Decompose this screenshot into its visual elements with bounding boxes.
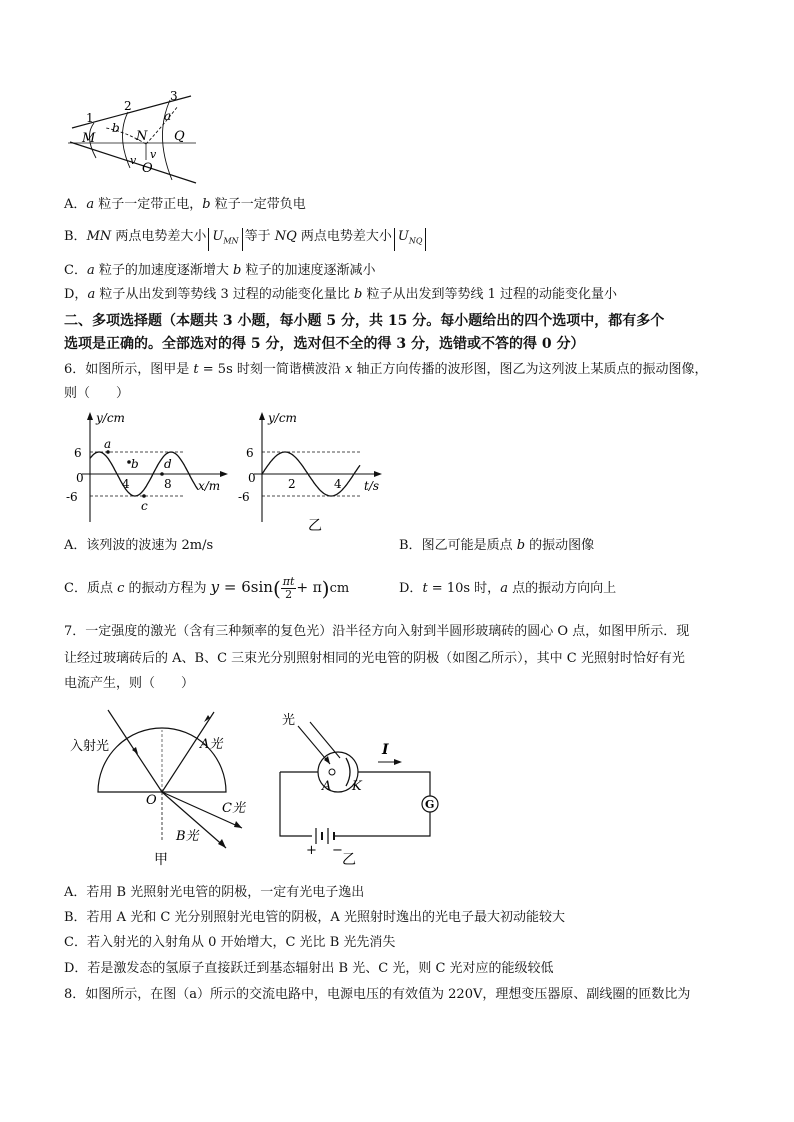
q7-cathode-label: K (352, 779, 362, 794)
q5-umn: $U_{MN}$ (208, 228, 242, 251)
q5-label-1: 1 (86, 111, 94, 125)
q7-stem-line3: 电流产生，则（ ） (64, 676, 195, 691)
q7-c-light-label: C光 (222, 801, 245, 816)
q6-g1-xtick-4: 4 (122, 477, 130, 491)
section2-heading-line1: 二、多项选择题（本题共 3 小题，每小题 5 分，共 15 分。每小题给出的四个选项中，都有多个 (64, 313, 665, 329)
q6-g1-ylabel: y/cm (96, 411, 125, 425)
q6-option-b[interactable]: B．图乙可能是质点 b 的振动图像 (399, 538, 595, 553)
q6-g2-ypos: 6 (246, 446, 254, 460)
q5-point-b: b (112, 121, 120, 135)
q8-stem-line1: 8．如图所示，在图（a）所示的交流电路中，电源电压的有效值为 220V，理想变压器原、副线圈的匝数比为 (64, 987, 691, 1002)
q5-option-d[interactable]: D，a 粒子从出发到等势线 3 过程的动能变化量比 b 粒子从出发到等势线 1 过程的动能变化量小 (64, 287, 618, 302)
q5-point-a: a (164, 109, 172, 123)
q6-g1-xtick-8: 8 (164, 477, 172, 491)
q6-g2-ylabel: y/cm (268, 411, 297, 425)
q7-minus-label: − (332, 843, 343, 858)
q6-stem-line1: 6．如图所示，图甲是 t = 5s 时刻一简谐横波沿 x 轴正方向传播的波形图，图乙为这列波上某质点的振动图像， (64, 362, 708, 377)
q6-option-d[interactable]: D．t = 10s 时，a 点的振动方向向上 (399, 581, 617, 596)
q6-stem-line2: 则（ ） (64, 386, 130, 401)
q5-label-2: 2 (124, 99, 132, 113)
q5-option-b[interactable]: B．MN 两点电势差大小 $U_{MN}$ 等于 NQ 两点电势差大小 $U_{NQ}$ (64, 228, 428, 251)
q7-option-c[interactable]: C．若入射光的入射角从 0 开始增大，C 光比 B 光先消失 (64, 935, 396, 950)
q6-wave-graph (64, 410, 234, 530)
q5-label-3: 3 (170, 89, 178, 103)
q6-g2-yneg: -6 (238, 490, 250, 504)
q6-option-a[interactable]: A．该列波的波速为 2m/s (64, 538, 214, 553)
q7-option-d[interactable]: D．若是激发态的氢原子直接跃迁到基态辐射出 B 光、C 光，则 C 光对应的能级较低 (64, 961, 554, 976)
q6-option-c[interactable]: C．质点 c 的振动方程为 y = 6sin( $\frac{\pi t}{2}$ + π)cm (64, 575, 350, 601)
q5-option-a[interactable]: A．a 粒子一定带正电，b 粒子一定带负电 (64, 197, 306, 212)
section2-heading-line2: 选项是正确的。全部选对的得 5 分，选对但不全的得 3 分，选错或不答的得 0 分） (64, 336, 585, 352)
q6-g2-xtick-4: 4 (334, 477, 342, 491)
q5-point-O: O (142, 161, 153, 176)
q6-g1-origin: 0 (76, 471, 84, 485)
q5-point-Q: Q (174, 129, 185, 144)
q7-incident-label: 入射光 (70, 739, 110, 754)
q6-g1-point-b: b (131, 457, 139, 471)
q7-ray-a (162, 712, 214, 792)
q7-b-light-label: B光 (176, 829, 199, 844)
q6-g1-xlabel: x/m (198, 479, 221, 493)
q6-g1-point-a: a (104, 437, 112, 451)
q5-equipotential-figure (66, 88, 201, 188)
q7-light-label: 光 (282, 713, 296, 728)
q7-plus-label: + (306, 843, 317, 858)
q6-g1-point-c: c (141, 499, 148, 513)
q7-stem-line1: 7．一定强度的激光（含有三种频率的复色光）沿半径方向入射到半圆形玻璃砖的圆心 O 点，如图甲所示．现 (64, 624, 690, 639)
q7-anode-label: A (322, 779, 332, 794)
q6-equation-fraction: $\frac{\pi t}{2}$ (282, 575, 295, 601)
q6-g2-xtick-2: 2 (288, 477, 296, 491)
q7-current-label: I (382, 742, 389, 758)
q6-g1-point-d: d (164, 457, 172, 471)
q6-g1-ypos: 6 (74, 446, 82, 460)
q6-vibration-graph (236, 410, 386, 535)
q5-unq: $U_{NQ}$ (394, 228, 427, 251)
q5-option-c[interactable]: C．a 粒子的加速度逐渐增大 b 粒子的加速度逐渐减小 (64, 263, 376, 278)
q5-velocity-1: v (150, 148, 157, 161)
q6-g1-yneg: -6 (66, 490, 78, 504)
q7-stem-line2: 让经过玻璃砖后的 A、B、C 三束光分别照射相同的光电管的阴极（如图乙所示），其中 C 光照射时恰好有光 (64, 651, 685, 666)
q7-o-label: O (146, 793, 157, 808)
q7-option-b[interactable]: B．若用 A 光和 C 光分别照射光电管的阴极，A 光照射时逸出的光电子最大初动能较大 (64, 910, 565, 925)
q6-g2-xlabel: t/s (364, 479, 380, 493)
q7-option-a[interactable]: A．若用 B 光照射光电管的阴极，一定有光电子逸出 (64, 885, 365, 900)
q5-point-M: M (82, 131, 96, 146)
q7-a-light-label: A光 (200, 737, 223, 752)
q7-phototube-circuit (270, 702, 440, 870)
q6-point-c-dot (142, 494, 146, 498)
q6-point-d-dot (160, 472, 164, 476)
q6-g2-origin: 0 (248, 471, 256, 485)
q6-g2-caption: 乙 (308, 518, 322, 534)
q7-fig1-caption: 甲 (154, 852, 168, 868)
q7-fig2-caption: 乙 (342, 852, 356, 868)
q7-galvanometer-label: G (425, 798, 435, 811)
q5-point-N: N (136, 129, 148, 144)
q5-velocity-2: v (130, 154, 137, 167)
q7-glass-figure (64, 700, 274, 870)
